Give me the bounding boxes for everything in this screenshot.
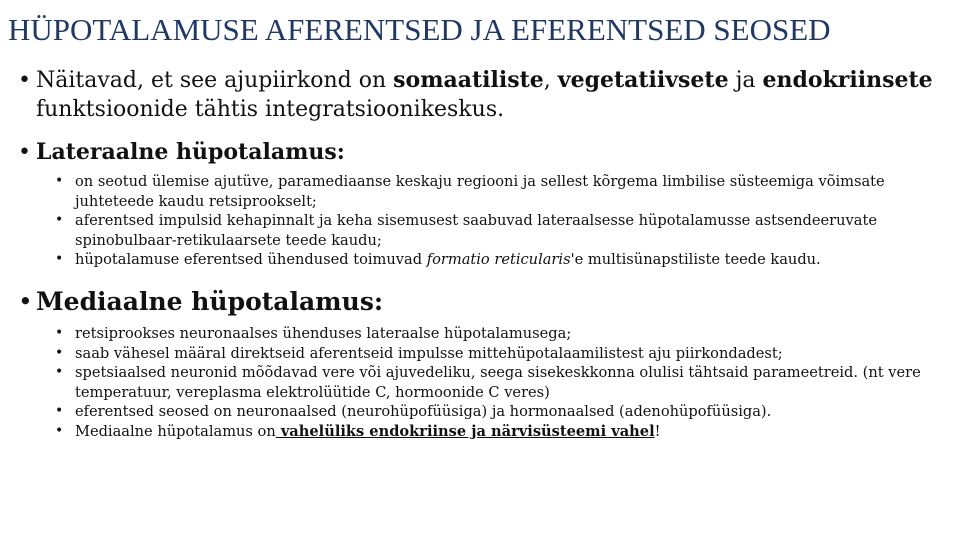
bullet-marker: • (18, 140, 31, 165)
intro-text: funktsioonide tähtis integratsioonikeskus. (36, 97, 505, 122)
bullet-marker: • (55, 364, 64, 380)
bullet-marker: • (55, 422, 64, 439)
bullet-marker: • (55, 403, 64, 419)
list-item (55, 363, 935, 402)
medial-heading: Mediaalne hüpotalamus: (36, 287, 384, 316)
list-item-text: on seotud ülemise ajutüve, paramediaanse keskaju regiooni ja sellest kõrgema limbilise süsteemiga võimsate juhteteede kaudu retsiprookselt; (75, 173, 885, 210)
intro-bold-somatic: somaatiliste (393, 67, 544, 93)
list-item (55, 402, 935, 422)
list-item (55, 172, 935, 211)
lateral-heading: Lateraalne hüpotalamus: (36, 139, 345, 165)
lateral-heading-bullet (18, 138, 938, 167)
intro-text: Näitavad, et see ajupiirkond on (36, 68, 394, 93)
list-item-text: ! (654, 422, 661, 440)
list-item-text: hüpotalamuse eferentsed ühendused toimuvad (75, 251, 427, 268)
bullet-marker: • (55, 251, 64, 267)
list-item-text: spetsiaalsed neuronid mõõdavad vere või ajuvedeliku, seega sisekeskkonna olulisi tähtsaid parameetreid. (nt vere temperatuur, vereplasma elektrolüütide C, hormoonide C veres) (75, 364, 921, 401)
list-item-text: retsiprookses neuronaalses ühenduses lateraalse hüpotalamusega; (75, 325, 572, 342)
list-item-text: aferentsed impulsid kehapinnalt ja keha sisemusest saabuvad lateraalsesse hüpotalamusse astsendeeruvate spinobulbaar-retikulaarsete teede kaudu; (75, 212, 877, 249)
list-item (55, 324, 935, 344)
list-item-text: saab vähesel määral direktseid aferentseid impulsse mittehüpotalaamilistest aju piirkondadest; (75, 344, 783, 362)
list-item (55, 211, 935, 250)
intro-bold-endocrine: endokriinsete (762, 67, 933, 93)
list-item-text: Mediaalne hüpotalamus on (75, 422, 276, 440)
bullet-marker: • (18, 287, 33, 316)
bullet-marker: • (55, 344, 64, 361)
bullet-marker: • (18, 68, 31, 93)
medial-heading-bullet (18, 286, 938, 318)
list-item (55, 344, 935, 364)
intro-text: , (543, 68, 558, 93)
intro-bullet (18, 66, 938, 124)
intro-text: ja (728, 68, 763, 93)
bullet-marker: • (55, 212, 64, 228)
medial-list (55, 324, 935, 441)
latin-term: formatio reticularis (426, 251, 571, 268)
slide-title: HÜPOTALAMUSE AFERENTSED JA EFERENTSED SEOSED (8, 12, 831, 47)
list-item (55, 422, 935, 442)
lateral-list (55, 172, 935, 270)
list-item-text: 'e multisünapstiliste teede kaudu. (570, 251, 821, 268)
list-item-text: eferentsed seosed on neuronaalsed (neurohüpofüüsiga) ja hormonaalsed (adenohüpofüüsiga). (75, 403, 772, 420)
bullet-marker: • (55, 325, 64, 341)
list-item (55, 250, 935, 270)
underlined-emphasis: vahelüliks endokriinse ja närvisüsteemi vahel (275, 422, 655, 440)
bullet-marker: • (55, 173, 64, 189)
intro-bold-vegetative: vegetatiivsete (557, 67, 729, 93)
